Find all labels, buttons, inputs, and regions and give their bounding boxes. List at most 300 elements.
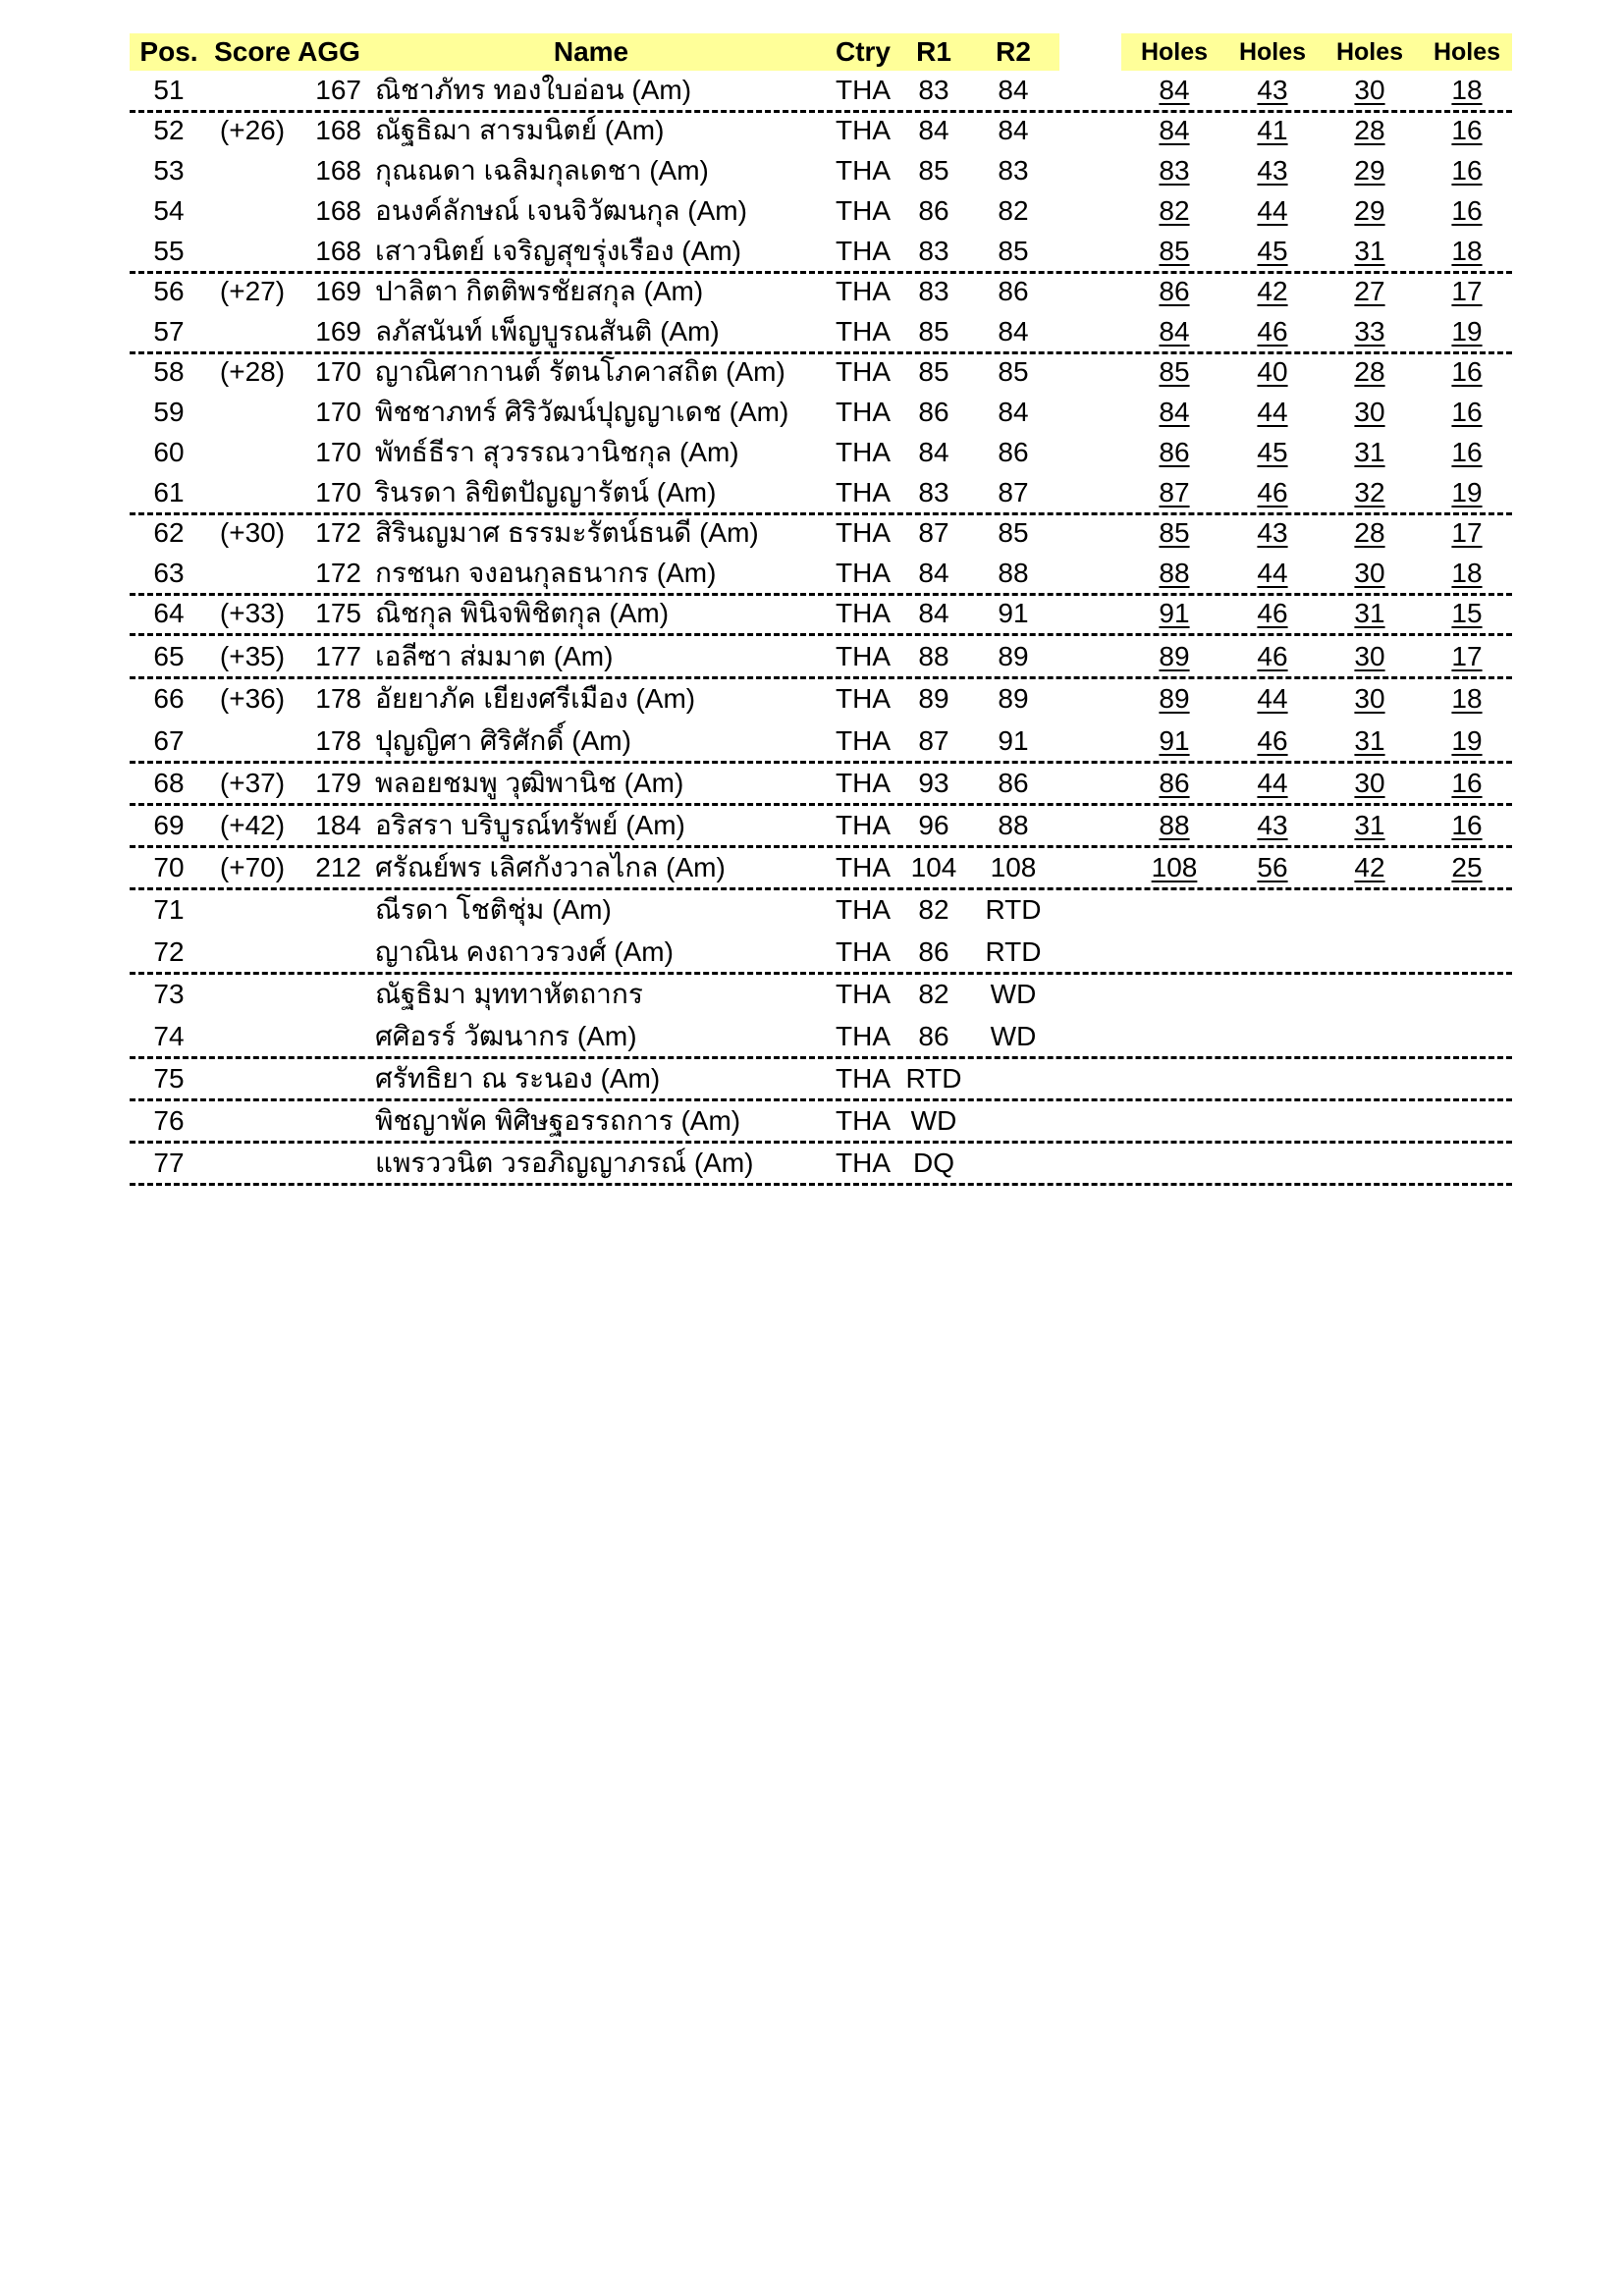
- cell-ctry: THA: [836, 75, 891, 105]
- holes-value: 30: [1354, 683, 1385, 714]
- cell-holes-3: [1327, 75, 1412, 106]
- header-pos: Pos.: [139, 36, 198, 67]
- cell-holes-3: [1327, 316, 1412, 347]
- cell-pos: 65: [153, 641, 185, 671]
- cell-name: ณิชกุล พินิจพิชิตกุล (Am): [375, 598, 670, 628]
- holes-value: 18: [1451, 236, 1483, 266]
- cell-pos: 72: [153, 936, 185, 967]
- cell-holes-3: [1327, 852, 1412, 883]
- holes-value: 46: [1257, 641, 1288, 671]
- holes-value: 16: [1451, 356, 1483, 387]
- cell-holes-2: [1230, 115, 1315, 146]
- cell-name: ญาณิน คงถาวรวงศ์ (Am): [375, 936, 674, 967]
- cell-name: ปุญญิศา ศิริศักดิ์ (Am): [375, 725, 631, 756]
- holes-value: 19: [1451, 316, 1483, 347]
- cell-holes-1: [1132, 437, 1217, 468]
- cell-r1: 87: [918, 517, 949, 548]
- cell-r1: 86: [918, 1021, 949, 1051]
- cell-agg: 168: [315, 195, 361, 226]
- cell-r2: RTD: [985, 894, 1042, 925]
- cell-r1: 93: [918, 768, 949, 798]
- holes-value: 40: [1257, 356, 1288, 387]
- cell-pos: 63: [153, 558, 185, 588]
- cell-holes-1: [1132, 641, 1217, 672]
- cell-pos: 54: [153, 195, 185, 226]
- cell-name: สิรินญมาศ ธรรมะรัตน์ธนดี (Am): [375, 517, 759, 548]
- table-row: [130, 637, 1512, 677]
- cell-holes-2: [1230, 810, 1315, 841]
- cell-holes-2: [1230, 437, 1315, 468]
- cell-r2: 86: [998, 276, 1029, 306]
- cell-r2: 85: [998, 236, 1029, 266]
- cell-holes-2: [1230, 477, 1315, 508]
- cell-r1: 82: [918, 979, 949, 1009]
- cell-pos: 57: [153, 316, 185, 347]
- table-row: [130, 272, 1512, 312]
- cell-holes-2: [1230, 276, 1315, 307]
- cell-agg: 179: [315, 768, 361, 798]
- holes-value: 43: [1257, 810, 1288, 840]
- table-row: [130, 473, 1512, 513]
- cell-ctry: THA: [836, 356, 891, 387]
- cell-holes-2: [1230, 236, 1315, 267]
- cell-agg: 170: [315, 437, 361, 467]
- header-name: Name: [553, 36, 629, 67]
- cell-pos: 74: [153, 1021, 185, 1051]
- cell-ctry: THA: [836, 725, 891, 756]
- cell-holes-2: [1230, 683, 1315, 715]
- table-row: [130, 1017, 1512, 1057]
- holes-value: 84: [1159, 75, 1190, 105]
- row-separator: [130, 512, 1512, 515]
- cell-pos: 69: [153, 810, 185, 840]
- cell-r2: 84: [998, 397, 1029, 427]
- holes-value: 46: [1257, 598, 1288, 628]
- cell-holes-3: [1327, 517, 1412, 549]
- cell-holes-4: [1425, 641, 1509, 672]
- cell-holes-4: [1425, 195, 1509, 227]
- cell-pos: 73: [153, 979, 185, 1009]
- cell-holes-1: [1132, 276, 1217, 307]
- cell-holes-3: [1327, 115, 1412, 146]
- cell-holes-1: [1132, 115, 1217, 146]
- cell-agg: 168: [315, 115, 361, 145]
- cell-name: ญาณิศากานต์ รัตนโภคาสถิต (Am): [375, 356, 785, 387]
- cell-score: (+28): [219, 356, 286, 387]
- holes-value: 16: [1451, 810, 1483, 840]
- table-row: [130, 513, 1512, 554]
- cell-holes-2: [1230, 517, 1315, 549]
- cell-agg: 177: [315, 641, 361, 671]
- table-header: [130, 33, 1512, 71]
- cell-agg: 170: [315, 356, 361, 387]
- holes-value: 43: [1257, 517, 1288, 548]
- cell-r2: 82: [998, 195, 1029, 226]
- cell-r2: 91: [998, 725, 1029, 756]
- header-holes-4: Holes: [1433, 38, 1501, 66]
- cell-holes-2: [1230, 195, 1315, 227]
- cell-name: ปาลิตา กิตติพรชัยสกุล (Am): [375, 276, 704, 306]
- cell-r1: 85: [918, 155, 949, 186]
- holes-value: 46: [1257, 316, 1288, 347]
- cell-score: (+33): [219, 598, 286, 628]
- row-separator: [130, 972, 1512, 975]
- cell-holes-2: [1230, 641, 1315, 672]
- holes-value: 27: [1354, 276, 1385, 306]
- holes-value: 41: [1257, 115, 1288, 145]
- cell-name: พัทธ์ธีรา สุวรรณวานิชกุล (Am): [375, 437, 739, 467]
- cell-r1: 86: [918, 936, 949, 967]
- cell-r1: 84: [918, 437, 949, 467]
- cell-holes-3: [1327, 155, 1412, 187]
- cell-r1: 85: [918, 316, 949, 347]
- holes-value: 86: [1159, 276, 1190, 306]
- row-separator: [130, 676, 1512, 679]
- holes-value: 30: [1354, 641, 1385, 671]
- cell-pos: 61: [153, 477, 185, 507]
- cell-name: รินรดา ลิขิตปัญญารัตน์ (Am): [375, 477, 717, 507]
- holes-value: 30: [1354, 75, 1385, 105]
- cell-holes-4: [1425, 852, 1509, 883]
- header-agg: AGG: [298, 36, 360, 67]
- cell-name: กุณณดา เฉลิมกุลเดชา (Am): [375, 155, 709, 186]
- cell-r1: 83: [918, 477, 949, 507]
- cell-ctry: THA: [836, 894, 891, 925]
- holes-value: 86: [1159, 768, 1190, 798]
- holes-value: 28: [1354, 115, 1385, 145]
- cell-holes-3: [1327, 437, 1412, 468]
- holes-value: 19: [1451, 725, 1483, 756]
- holes-value: 88: [1159, 558, 1190, 588]
- cell-agg: 168: [315, 155, 361, 186]
- holes-value: 89: [1159, 683, 1190, 714]
- cell-pos: 68: [153, 768, 185, 798]
- cell-pos: 64: [153, 598, 185, 628]
- cell-ctry: THA: [836, 1021, 891, 1051]
- table-row: [130, 890, 1512, 931]
- cell-ctry: THA: [836, 236, 891, 266]
- cell-ctry: THA: [836, 1148, 891, 1178]
- holes-value: 31: [1354, 725, 1385, 756]
- cell-agg: 167: [315, 75, 361, 105]
- cell-pos: 66: [153, 683, 185, 714]
- cell-holes-3: [1327, 236, 1412, 267]
- cell-holes-1: [1132, 517, 1217, 549]
- cell-score: (+27): [219, 276, 286, 306]
- cell-holes-3: [1327, 598, 1412, 629]
- cell-r2: 86: [998, 437, 1029, 467]
- table-row: [130, 933, 1512, 973]
- cell-name: อนงค์ลักษณ์ เจนจิวัฒนกุล (Am): [375, 195, 747, 226]
- cell-holes-4: [1425, 316, 1509, 347]
- cell-r2: 83: [998, 155, 1029, 186]
- cell-agg: 169: [315, 276, 361, 306]
- cell-name: ณิชาภัทร ทองใบอ่อน (Am): [375, 75, 692, 105]
- row-separator: [130, 633, 1512, 636]
- table-row: [130, 594, 1512, 634]
- holes-value: 29: [1354, 155, 1385, 186]
- cell-score: (+42): [219, 810, 286, 840]
- cell-r2: 86: [998, 768, 1029, 798]
- cell-holes-3: [1327, 276, 1412, 307]
- cell-score: (+70): [219, 852, 286, 882]
- holes-value: 46: [1257, 725, 1288, 756]
- cell-holes-2: [1230, 356, 1315, 388]
- cell-pos: 51: [153, 75, 185, 105]
- cell-name: เสาวนิตย์ เจริญสุขรุ่งเรือง (Am): [375, 236, 741, 266]
- cell-r2: 84: [998, 75, 1029, 105]
- table-row: [130, 975, 1512, 1015]
- cell-r1: 85: [918, 356, 949, 387]
- row-separator: [130, 1056, 1512, 1059]
- cell-pos: 55: [153, 236, 185, 266]
- cell-ctry: THA: [836, 195, 891, 226]
- cell-holes-1: [1132, 316, 1217, 347]
- holes-value: 28: [1354, 356, 1385, 387]
- holes-value: 16: [1451, 195, 1483, 226]
- holes-value: 16: [1451, 155, 1483, 186]
- table-row: [130, 352, 1512, 393]
- header-ctry: Ctry: [835, 36, 891, 67]
- cell-r2: 108: [990, 852, 1037, 882]
- holes-value: 44: [1257, 768, 1288, 798]
- holes-value: 42: [1354, 852, 1385, 882]
- holes-value: 30: [1354, 768, 1385, 798]
- cell-holes-2: [1230, 558, 1315, 589]
- holes-value: 17: [1451, 517, 1483, 548]
- holes-value: 85: [1159, 356, 1190, 387]
- cell-agg: 172: [315, 517, 361, 548]
- cell-score: (+26): [219, 115, 286, 145]
- cell-name: แพรววนิต วรอภิญญาภรณ์ (Am): [375, 1148, 754, 1178]
- table-row: [130, 433, 1512, 473]
- table-row: [130, 554, 1512, 594]
- cell-r1: 83: [918, 236, 949, 266]
- cell-holes-3: [1327, 195, 1412, 227]
- cell-r1: 84: [918, 558, 949, 588]
- cell-r1: DQ: [913, 1148, 954, 1178]
- cell-agg: 184: [315, 810, 361, 840]
- cell-r2: 89: [998, 641, 1029, 671]
- cell-ctry: THA: [836, 397, 891, 427]
- cell-name: พิชชาภทร์ ศิริวัฒน์ปุญญาเดช (Am): [375, 397, 789, 427]
- cell-ctry: THA: [836, 641, 891, 671]
- cell-r1: 83: [918, 276, 949, 306]
- cell-agg: 169: [315, 316, 361, 347]
- cell-r2: WD: [990, 1021, 1037, 1051]
- cell-holes-1: [1132, 155, 1217, 187]
- holes-value: 45: [1257, 236, 1288, 266]
- cell-pos: 52: [153, 115, 185, 145]
- cell-pos: 60: [153, 437, 185, 467]
- cell-pos: 53: [153, 155, 185, 186]
- cell-holes-3: [1327, 477, 1412, 508]
- holes-value: 91: [1159, 725, 1190, 756]
- cell-agg: 168: [315, 236, 361, 266]
- table-row: [130, 1144, 1512, 1184]
- cell-r1: 89: [918, 683, 949, 714]
- holes-value: 28: [1354, 517, 1385, 548]
- table-row: [130, 151, 1512, 191]
- table-row: [130, 393, 1512, 433]
- cell-holes-4: [1425, 75, 1509, 106]
- holes-value: 16: [1451, 437, 1483, 467]
- cell-agg: 175: [315, 598, 361, 628]
- cell-ctry: THA: [836, 155, 891, 186]
- cell-ctry: THA: [836, 810, 891, 840]
- holes-value: 44: [1257, 683, 1288, 714]
- cell-name: เอลีซา ส่มมาต (Am): [375, 641, 614, 671]
- cell-r2: 84: [998, 316, 1029, 347]
- cell-holes-1: [1132, 75, 1217, 106]
- cell-score: (+36): [219, 683, 286, 714]
- cell-r2: 88: [998, 810, 1029, 840]
- cell-holes-2: [1230, 725, 1315, 757]
- cell-r1: 88: [918, 641, 949, 671]
- cell-holes-4: [1425, 155, 1509, 187]
- cell-ctry: THA: [836, 558, 891, 588]
- cell-agg: 170: [315, 397, 361, 427]
- cell-pos: 75: [153, 1063, 185, 1094]
- cell-score: (+35): [219, 641, 286, 671]
- cell-holes-3: [1327, 641, 1412, 672]
- row-separator: [130, 1098, 1512, 1101]
- cell-holes-4: [1425, 683, 1509, 715]
- cell-holes-1: [1132, 768, 1217, 799]
- table-row: [130, 848, 1512, 888]
- cell-holes-4: [1425, 437, 1509, 468]
- header-r1: R1: [916, 36, 951, 67]
- cell-ctry: THA: [836, 1105, 891, 1136]
- cell-r1: 86: [918, 195, 949, 226]
- holes-value: 56: [1257, 852, 1288, 882]
- cell-ctry: THA: [836, 316, 891, 347]
- cell-name: ณัฐธิมา มุททาหัตถากร: [375, 979, 643, 1009]
- cell-holes-4: [1425, 115, 1509, 146]
- cell-r2: 84: [998, 115, 1029, 145]
- cell-name: พลอยชมพู วุฒิพานิช (Am): [375, 768, 684, 798]
- cell-r2: RTD: [985, 936, 1042, 967]
- cell-score: (+37): [219, 768, 286, 798]
- cell-holes-4: [1425, 810, 1509, 841]
- cell-r1: 87: [918, 725, 949, 756]
- row-separator: [130, 593, 1512, 596]
- cell-agg: 178: [315, 725, 361, 756]
- holes-value: 86: [1159, 437, 1190, 467]
- cell-agg: 170: [315, 477, 361, 507]
- holes-value: 89: [1159, 641, 1190, 671]
- holes-value: 82: [1159, 195, 1190, 226]
- cell-r2: 85: [998, 356, 1029, 387]
- cell-holes-1: [1132, 852, 1217, 883]
- cell-holes-1: [1132, 356, 1217, 388]
- holes-value: 44: [1257, 397, 1288, 427]
- cell-ctry: THA: [836, 276, 891, 306]
- cell-r2: 87: [998, 477, 1029, 507]
- cell-r2: 91: [998, 598, 1029, 628]
- cell-holes-2: [1230, 155, 1315, 187]
- cell-holes-1: [1132, 810, 1217, 841]
- cell-holes-1: [1132, 683, 1217, 715]
- cell-holes-4: [1425, 397, 1509, 428]
- header-score: Score: [214, 36, 291, 67]
- cell-name: ศศิอรร์ วัฒนากร (Am): [375, 1021, 637, 1051]
- cell-ctry: THA: [836, 683, 891, 714]
- cell-holes-4: [1425, 768, 1509, 799]
- cell-holes-1: [1132, 397, 1217, 428]
- holes-value: 16: [1451, 397, 1483, 427]
- cell-ctry: THA: [836, 437, 891, 467]
- holes-value: 45: [1257, 437, 1288, 467]
- cell-ctry: THA: [836, 115, 891, 145]
- cell-name: กรชนก จงอนกุลธนากร (Am): [375, 558, 717, 588]
- holes-value: 42: [1257, 276, 1288, 306]
- cell-holes-3: [1327, 558, 1412, 589]
- cell-holes-2: [1230, 316, 1315, 347]
- row-separator: [130, 110, 1512, 113]
- cell-r1: 83: [918, 75, 949, 105]
- holes-value: 31: [1354, 236, 1385, 266]
- cell-name: อัยยาภัค เยียงศรีเมือง (Am): [375, 683, 696, 714]
- cell-holes-3: [1327, 683, 1412, 715]
- cell-holes-3: [1327, 810, 1412, 841]
- cell-holes-2: [1230, 768, 1315, 799]
- row-separator: [130, 1183, 1512, 1186]
- cell-r2: 85: [998, 517, 1029, 548]
- header-holes-1: Holes: [1140, 38, 1209, 66]
- holes-value: 43: [1257, 155, 1288, 186]
- header-holes-3: Holes: [1335, 38, 1404, 66]
- cell-score: (+30): [219, 517, 286, 548]
- cell-agg: 178: [315, 683, 361, 714]
- holes-value: 15: [1451, 598, 1483, 628]
- holes-value: 84: [1159, 316, 1190, 347]
- cell-ctry: THA: [836, 1063, 891, 1094]
- cell-r2: WD: [990, 979, 1037, 1009]
- cell-r1: WD: [910, 1105, 957, 1136]
- table-row: [130, 111, 1512, 151]
- cell-holes-4: [1425, 276, 1509, 307]
- cell-ctry: THA: [836, 768, 891, 798]
- cell-holes-4: [1425, 725, 1509, 757]
- cell-pos: 58: [153, 356, 185, 387]
- holes-value: 31: [1354, 810, 1385, 840]
- holes-value: 17: [1451, 641, 1483, 671]
- cell-holes-1: [1132, 725, 1217, 757]
- cell-holes-1: [1132, 195, 1217, 227]
- holes-value: 91: [1159, 598, 1190, 628]
- cell-r1: 84: [918, 115, 949, 145]
- cell-ctry: THA: [836, 936, 891, 967]
- table-row: [130, 806, 1512, 846]
- row-separator: [130, 887, 1512, 890]
- cell-holes-4: [1425, 517, 1509, 549]
- holes-value: 108: [1151, 852, 1198, 882]
- cell-holes-3: [1327, 356, 1412, 388]
- holes-value: 17: [1451, 276, 1483, 306]
- holes-value: 85: [1159, 236, 1190, 266]
- cell-r2: 89: [998, 683, 1029, 714]
- cell-name: ศรัทธิยา ณ ระนอง (Am): [375, 1063, 661, 1094]
- cell-ctry: THA: [836, 598, 891, 628]
- table-row: [130, 764, 1512, 804]
- cell-holes-1: [1132, 558, 1217, 589]
- cell-ctry: THA: [836, 979, 891, 1009]
- cell-holes-2: [1230, 397, 1315, 428]
- table-row: [130, 679, 1512, 720]
- table-row: [130, 232, 1512, 272]
- cell-r1: RTD: [905, 1063, 962, 1094]
